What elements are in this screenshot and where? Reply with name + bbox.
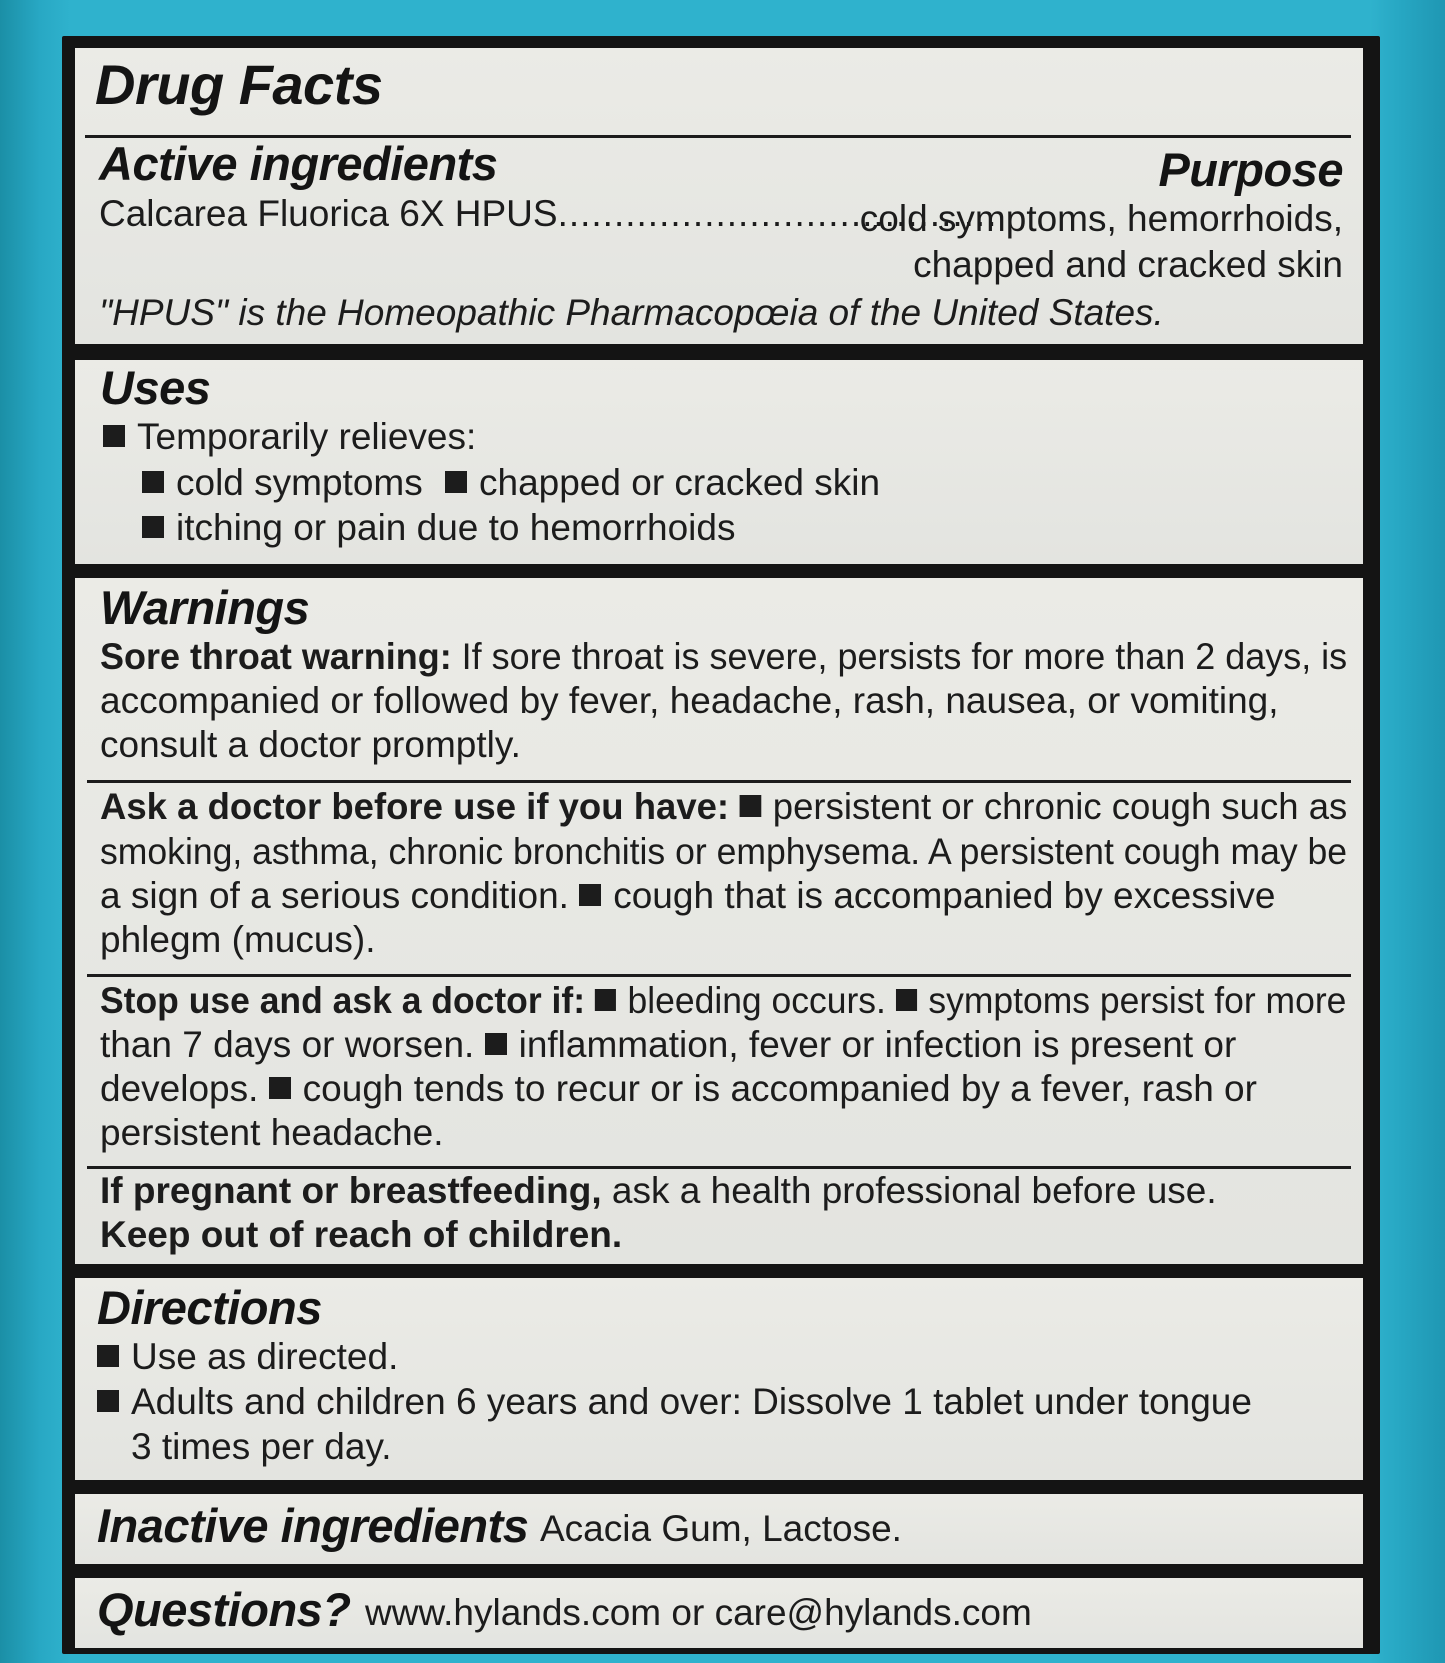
directions-box (75, 1278, 1363, 1480)
questions-contact[interactable]: www.hylands.com or care@hylands.com (365, 1592, 1032, 1633)
bullet-square-icon (97, 1390, 119, 1412)
inactive-ingredients-heading: Inactive ingredients (97, 1499, 529, 1552)
purpose-line-2: chapped and cracked skin (913, 244, 1343, 285)
sore-throat-line-2: accompanied or followed by fever, headache, rash, nausea, or vomiting, (100, 680, 1279, 721)
sore-throat-line-3: consult a doctor promptly. (100, 724, 521, 765)
warnings-box (75, 578, 1363, 1264)
bullet-square-icon (485, 1033, 507, 1055)
bullet-square-icon (103, 425, 125, 447)
warnings-heading: Warnings (100, 581, 310, 634)
bullet-square-icon (97, 1345, 119, 1367)
questions-box (75, 1578, 1363, 1648)
bullet-square-icon (579, 884, 601, 906)
uses-heading: Uses (100, 361, 211, 414)
purpose-line-1: cold symptoms, hemorrhoids, (859, 198, 1343, 239)
uses-item-2: chapped or cracked skin (445, 462, 880, 504)
inactive-ingredients-text: Acacia Gum, Lactose. (540, 1508, 902, 1549)
keep-out-of-reach: Keep out of reach of children. (100, 1214, 623, 1255)
ask-doctor-line-1: Ask a doctor before use if you have: persistent or chronic cough such as (100, 786, 1348, 827)
stop-use-line-1: Stop use and ask a doctor if: bleeding occurs. symptoms persist for more (100, 980, 1347, 1021)
active-ingredients-heading: Active ingredients (99, 137, 498, 190)
bullet-square-icon (896, 989, 917, 1011)
uses-box (75, 360, 1363, 564)
drug-facts-title: Drug Facts (95, 53, 383, 116)
uses-item-3: itching or pain due to hemorrhoids (142, 507, 735, 549)
ask-doctor-line-4: phlegm (mucus). (100, 919, 376, 960)
directions-item-2-cont: 3 times per day. (131, 1426, 392, 1467)
directions-heading: Directions (97, 1281, 322, 1334)
stop-use-line-2: than 7 days or worsen. inflammation, fever or infection is present or (100, 1024, 1237, 1065)
uses-item-1: cold symptoms (142, 462, 423, 504)
stop-use-line-4: persistent headache. (100, 1112, 444, 1153)
bullet-square-icon (269, 1077, 291, 1099)
uses-intro: Temporarily relieves: (103, 416, 476, 458)
warnings-divider-2 (87, 974, 1351, 977)
pregnancy-line: If pregnant or breastfeeding, ask a health professional before use. (100, 1170, 1217, 1211)
dot-leader: ....................................... (557, 193, 998, 234)
directions-item-2: Adults and children 6 years and over: Dissolve 1 tablet under tongue (97, 1381, 1252, 1423)
ingredient-text: Calcarea Fluorica 6X HPUS (99, 193, 558, 234)
active-ingredients-box (75, 48, 1363, 344)
questions-heading: Questions? (97, 1583, 351, 1636)
stop-use-line-3: develops. cough tends to recur or is accompanied by a fever, rash or (100, 1068, 1257, 1109)
bullet-square-icon (445, 471, 467, 493)
purpose-heading: Purpose (1158, 143, 1343, 196)
sore-throat-line-1: Sore throat warning: If sore throat is severe, persists for more than 2 days, is (100, 636, 1348, 677)
bullet-square-icon (142, 516, 164, 538)
bullet-square-icon (142, 471, 164, 493)
directions-item-1: Use as directed. (97, 1336, 398, 1378)
warnings-divider-3 (87, 1166, 1351, 1169)
bullet-square-icon (739, 795, 761, 817)
ask-doctor-line-3: a sign of a serious condition. cough that is accompanied by excessive (100, 875, 1276, 916)
ask-doctor-line-2: smoking, asthma, chronic bronchitis or emphysema. A persistent cough may be (100, 831, 1348, 872)
warnings-divider-1 (87, 780, 1351, 783)
inactive-ingredients-box (75, 1494, 1363, 1564)
hpus-note: "HPUS" is the Homeopathic Pharmacopœia of the United States. (99, 292, 1164, 333)
bullet-square-icon (595, 989, 616, 1011)
